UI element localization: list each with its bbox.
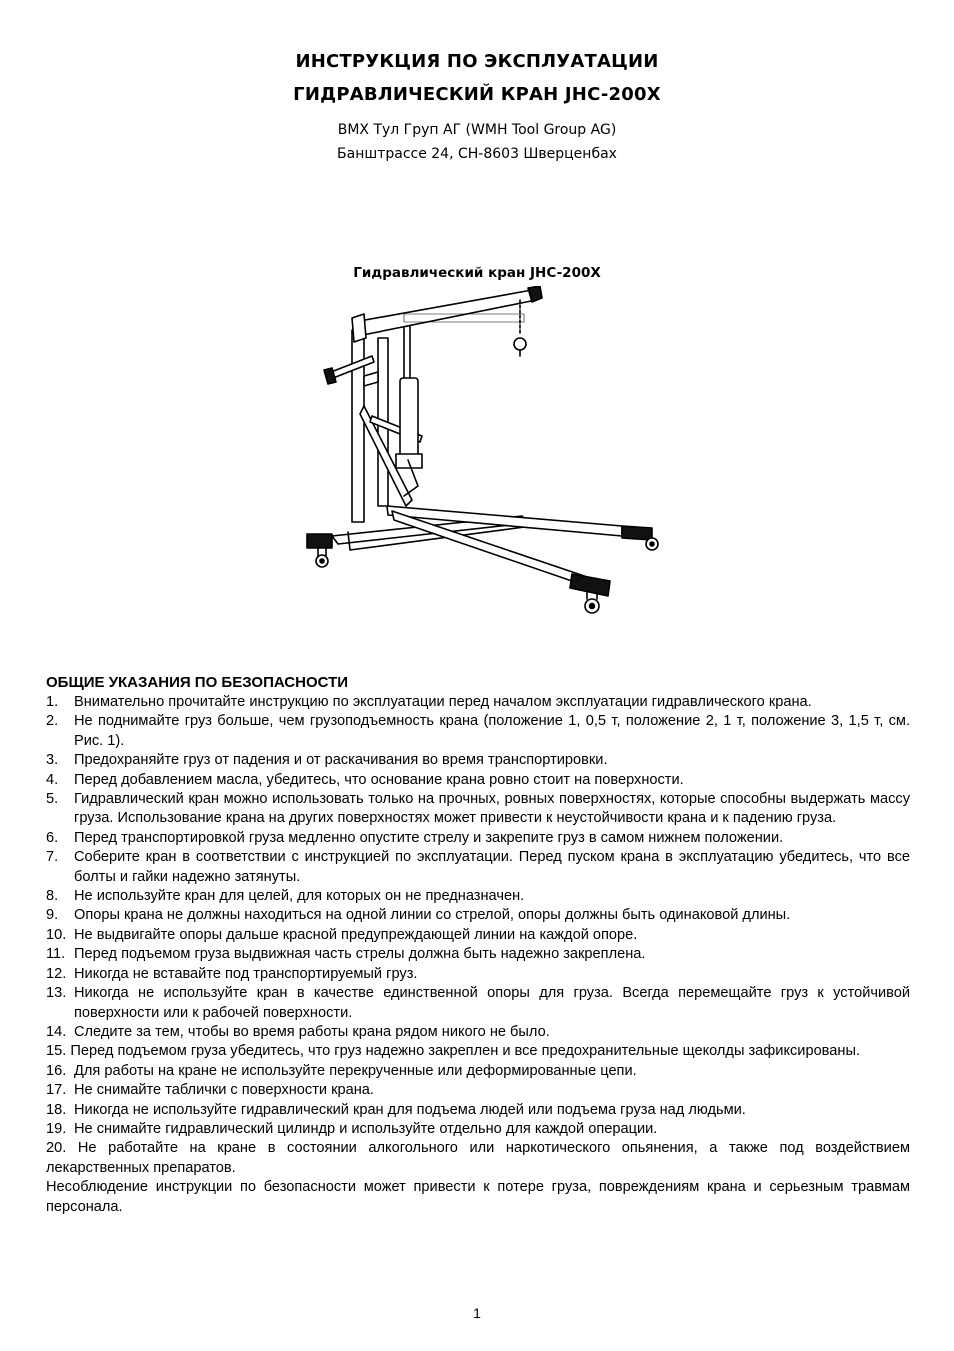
- page-number: 1: [473, 1305, 481, 1321]
- company-address: Банштрассе 24, CH-8603 Шверценбах: [337, 146, 617, 162]
- list-item: 4. Перед добавлением масла, убедитесь, что основание крана ровно стоит на поверхности.: [46, 771, 684, 788]
- company-name: ВМХ Тул Груп АГ (WMH Tool Group AG): [337, 122, 617, 138]
- safety-instructions: [46, 693, 910, 1217]
- list-item: 14. Следите за тем, чтобы во время работы крана рядом никого не было.: [46, 1023, 550, 1040]
- hydraulic-crane-drawing-icon: [292, 286, 662, 626]
- closing-note: Несоблюдение инструкции по безопасности может привести к потере груза, повреждениям крана и серьезным травмам персонала.: [46, 1179, 910, 1215]
- list-item: 13. Никогда не используйте кран в качестве единственной опоры для груза. Всегда перемещайте груз к устойчивой поверхности или к рабочей поверхности.: [46, 985, 910, 1021]
- document-subtitle: ГИДРАВЛИЧЕСКИЙ КРАН JHC-200X: [293, 84, 661, 105]
- list-item: 7. Соберите кран в соответствии с инструкцией по эксплуатации. Перед пуском крана в эксплуатацию убедитесь, что все болты и гайки надежно затянуты.: [46, 849, 910, 885]
- list-item: 16. Для работы на кране не используйте перекрученные или деформированные цепи.: [46, 1062, 637, 1079]
- list-item: 15. Перед подъемом груза убедитесь, что груз надежно закреплен и все предохранительные щеколды зафиксированы.: [46, 1043, 860, 1060]
- document-title: ИНСТРУКЦИЯ ПО ЭКСПЛУАТАЦИИ: [295, 51, 659, 72]
- list-item: 20. Не работайте на кране в состоянии алкогольного или наркотического опьянения, а также под воздействием лекарственных препаратов.: [46, 1140, 910, 1176]
- list-item: 1. Внимательно прочитайте инструкцию по эксплуатации перед началом эксплуатации гидравлического крана.: [46, 694, 812, 710]
- list-item: 11. Перед подъемом груза выдвижная часть стрелы должна быть надежно закреплена.: [46, 946, 646, 963]
- list-item: 10. Не выдвигайте опоры дальше красной предупреждающей линии на каждой опоре.: [46, 926, 638, 943]
- list-item: 2. Не поднимайте груз больше, чем грузоподъемность крана (положение 1, 0,5 т, положение 2, 1 т, положение 3, 1,5 т, см. Рис. 1).: [46, 713, 910, 749]
- safety-heading: ОБЩИЕ УКАЗАНИЯ ПО БЕЗОПАСНОСТИ: [46, 674, 349, 691]
- list-item: 18. Никогда не используйте гидравлический кран для подъема людей или подъема груза над людьми.: [46, 1101, 746, 1118]
- list-item: 3. Предохраняйте груз от падения и от раскачивания во время транспортировки.: [46, 752, 608, 769]
- list-item: 5. Гидравлический кран можно использовать только на прочных, ровных поверхностях, которые способны выдержать массу груза. Использование крана на других поверхностях может привести к неустойчивости крана и к падению груза.: [46, 791, 910, 827]
- list-item: 17. Не снимайте таблички с поверхности крана.: [46, 1082, 374, 1099]
- list-item: 8. Не используйте кран для целей, для которых он не предназначен.: [46, 888, 525, 905]
- list-item: 9. Опоры крана не должны находиться на одной линии со стрелой, опоры должны быть одинаковой длины.: [46, 907, 791, 924]
- list-item: 6. Перед транспортировкой груза медленно опустите стрелу и закрепите груз в самом нижнем положении.: [46, 829, 784, 846]
- list-item: 19. Не снимайте гидравлический цилиндр и используйте отдельно для каждой операции.: [46, 1120, 658, 1137]
- figure-caption: Гидравлический кран JHC-200X: [353, 265, 601, 281]
- list-item: 12. Никогда не вставайте под транспортируемый груз.: [46, 965, 418, 982]
